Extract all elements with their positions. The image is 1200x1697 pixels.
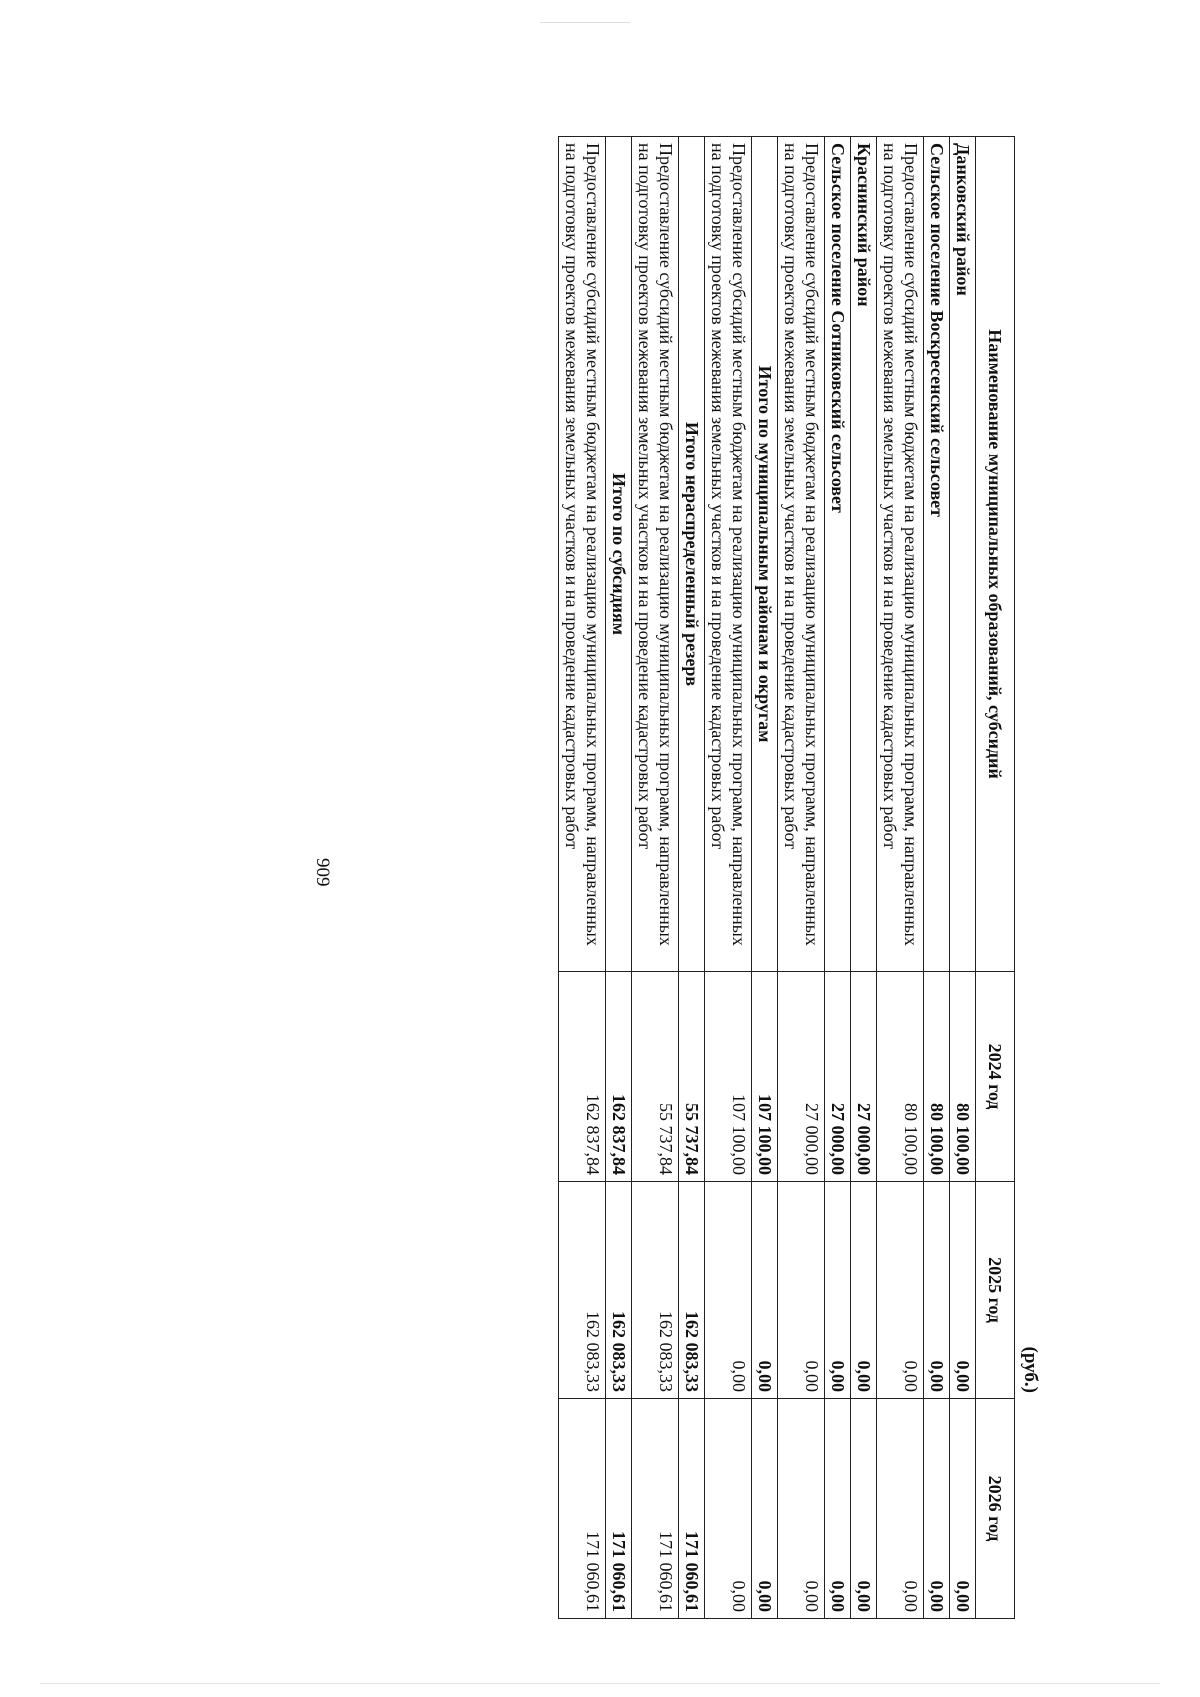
column-header-2026: 2026 год [976, 1399, 1015, 1619]
value-2026: 0,00 [825, 1399, 851, 1619]
table-row-settlement [825, 137, 851, 1619]
scan-artifact-top [540, 22, 630, 23]
value-2026: 0,00 [924, 1399, 950, 1619]
row-name: Краснинский район [851, 137, 877, 972]
value-2024: 55 737,84 [679, 972, 705, 1182]
table-row-total [752, 137, 778, 1619]
row-name: Итого по муниципальным районам и округам [752, 137, 778, 972]
row-name: Итого по субсидиям [606, 137, 632, 972]
value-2025: 0,00 [924, 1182, 950, 1399]
table-row-district [851, 137, 877, 1619]
table-row-subsidy [877, 137, 924, 1619]
scan-artifact-bottom [40, 1683, 1160, 1684]
value-2025: 0,00 [778, 1182, 825, 1399]
value-2026: 171 060,61 [679, 1399, 705, 1619]
value-2025: 162 083,33 [632, 1182, 679, 1399]
table-row-subsidy [705, 137, 752, 1619]
row-name: Сельское поселение Сотниковский сельсовет [825, 137, 851, 972]
row-name: Предоставление субсидий местным бюджетам на реализацию муниципальных программ, направленных на подготовку проектов межевания земельных участков и на проведение кадастровых работ [559, 137, 606, 972]
value-2025: 0,00 [752, 1182, 778, 1399]
table-row-subsidy [559, 137, 606, 1619]
value-2025: 162 083,33 [559, 1182, 606, 1399]
row-name: Итого нераспределенный резерв [679, 137, 705, 972]
value-2025: 162 083,33 [679, 1182, 705, 1399]
value-2026: 0,00 [752, 1399, 778, 1619]
table-row-settlement [924, 137, 950, 1619]
value-2026: 0,00 [877, 1399, 924, 1619]
subsidy-table [558, 136, 1015, 1619]
value-2024: 27 000,00 [778, 972, 825, 1182]
value-2026: 0,00 [851, 1399, 877, 1619]
value-2024: 80 100,00 [950, 972, 976, 1182]
row-name: Данковский район [950, 137, 976, 972]
row-name: Предоставление субсидий местным бюджетам на реализацию муниципальных программ, направленных на подготовку проектов межевания земельных участков и на проведение кадастровых работ [877, 137, 924, 972]
row-name: Сельское поселение Воскресенский сельсовет [924, 137, 950, 972]
table-row-total [679, 137, 705, 1619]
header-row [976, 137, 1015, 1619]
row-name: Предоставление субсидий местным бюджетам на реализацию муниципальных программ, направленных на подготовку проектов межевания земельных участков и на проведение кадастровых работ [632, 137, 679, 972]
unit-label: (руб.) [1020, 1346, 1041, 1393]
value-2026: 0,00 [778, 1399, 825, 1619]
value-2024: 80 100,00 [877, 972, 924, 1182]
value-2024: 55 737,84 [632, 972, 679, 1182]
value-2025: 0,00 [851, 1182, 877, 1399]
value-2026: 171 060,61 [606, 1399, 632, 1619]
page-number: 909 [312, 858, 333, 887]
value-2024: 162 837,84 [606, 972, 632, 1182]
row-name: Предоставление субсидий местным бюджетам на реализацию муниципальных программ, направленных на подготовку проектов межевания земельных участков и на проведение кадастровых работ [705, 137, 752, 972]
value-2024: 107 100,00 [752, 972, 778, 1182]
value-2024: 107 100,00 [705, 972, 752, 1182]
value-2026: 0,00 [950, 1399, 976, 1619]
value-2024: 80 100,00 [924, 972, 950, 1182]
table-row-district [950, 137, 976, 1619]
table-row-subsidy [632, 137, 679, 1619]
value-2025: 0,00 [705, 1182, 752, 1399]
column-header-name: Наименование муниципальных образований, субсидий [976, 137, 1015, 972]
value-2025: 0,00 [825, 1182, 851, 1399]
value-2024: 162 837,84 [559, 972, 606, 1182]
rotated-table-container [245, 136, 1041, 1618]
value-2025: 0,00 [950, 1182, 976, 1399]
table-row-total [606, 137, 632, 1619]
column-header-2025: 2025 год [976, 1182, 1015, 1399]
row-name: Предоставление субсидий местным бюджетам на реализацию муниципальных программ, направленных на подготовку проектов межевания земельных участков и на проведение кадастровых работ [778, 137, 825, 972]
value-2025: 162 083,33 [606, 1182, 632, 1399]
column-header-2024: 2024 год [976, 972, 1015, 1182]
value-2026: 171 060,61 [559, 1399, 606, 1619]
value-2024: 27 000,00 [825, 972, 851, 1182]
value-2026: 0,00 [705, 1399, 752, 1619]
table-row-subsidy [778, 137, 825, 1619]
value-2024: 27 000,00 [851, 972, 877, 1182]
value-2026: 171 060,61 [632, 1399, 679, 1619]
value-2025: 0,00 [877, 1182, 924, 1399]
